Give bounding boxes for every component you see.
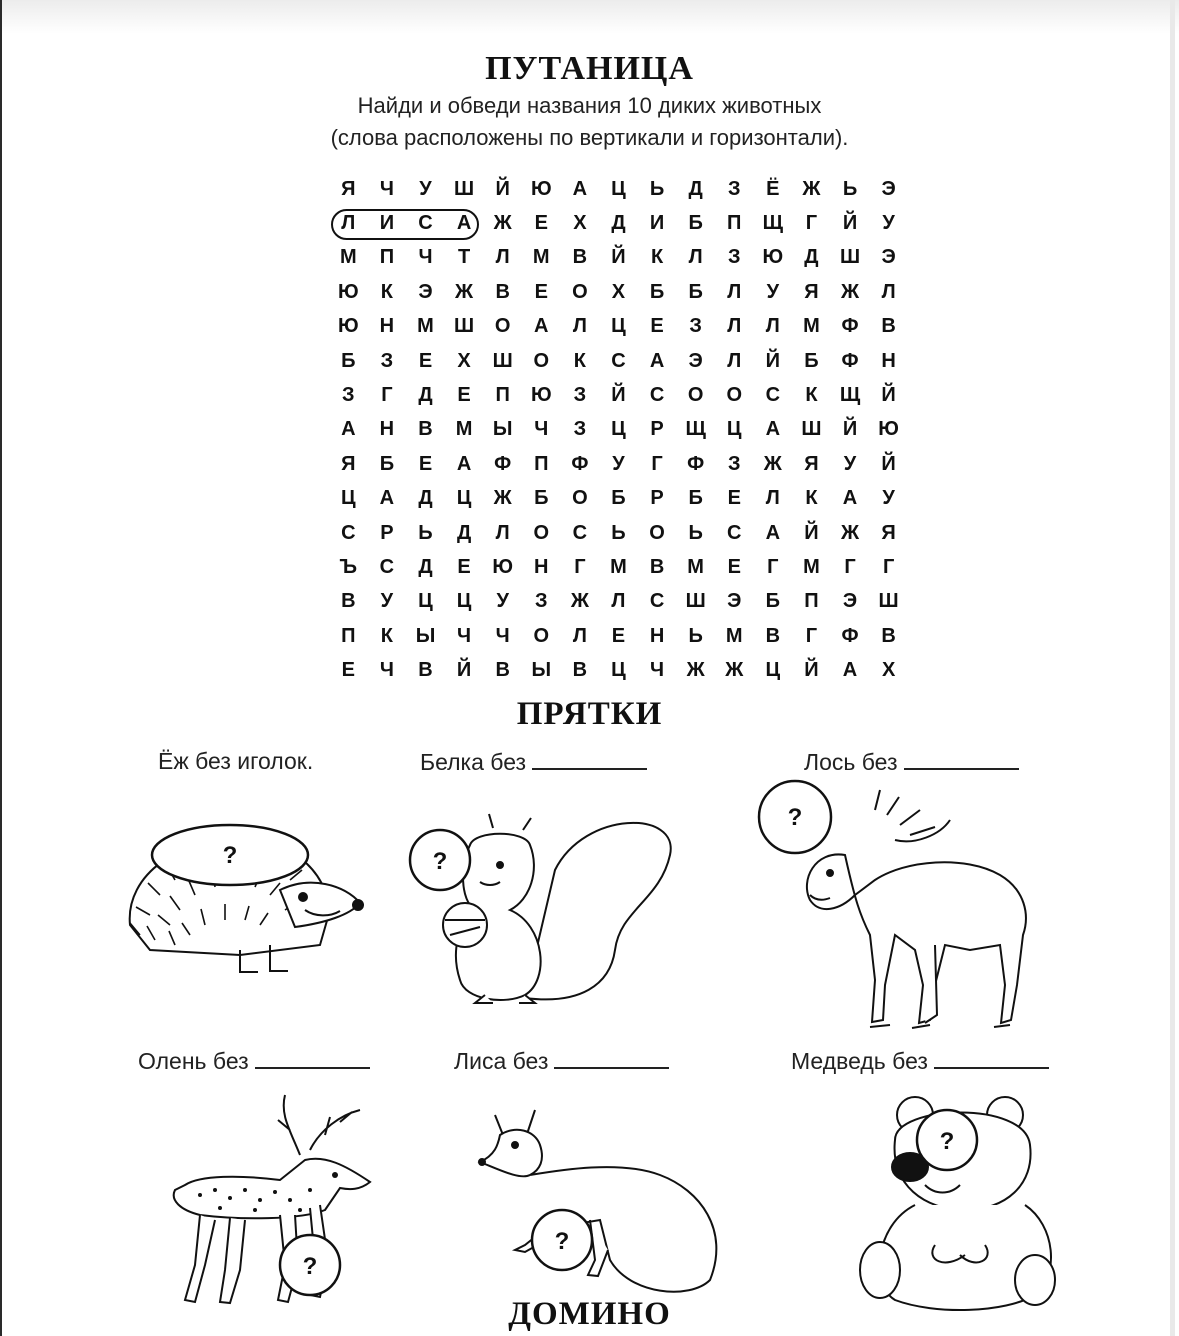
grid-letter[interactable]: Ф — [841, 315, 859, 338]
grid-letter[interactable]: Д — [456, 521, 472, 544]
grid-letter[interactable]: В — [418, 659, 433, 682]
puzzle-title: ПУТАНИЦА — [485, 50, 694, 87]
grid-letter[interactable]: Ч — [418, 246, 433, 269]
grid-letter[interactable]: Щ — [839, 384, 861, 407]
grid-letter[interactable]: Д — [418, 555, 433, 578]
puzzle-instruction-2: (слова расположены по вертикали и горизонтали). — [330, 125, 849, 150]
grid-letter[interactable]: Е — [457, 384, 471, 407]
grid-letter[interactable]: А — [649, 349, 665, 372]
grid-letter[interactable]: О — [649, 521, 665, 544]
grid-letter[interactable]: Б — [341, 349, 356, 372]
grid-letter[interactable]: Е — [650, 315, 664, 338]
answer-blank[interactable] — [904, 748, 1019, 770]
grid-letter[interactable]: А — [842, 659, 858, 682]
grid-letter[interactable]: И — [379, 212, 395, 235]
grid-letter[interactable]: М — [610, 555, 627, 578]
answer-blank[interactable] — [934, 1047, 1049, 1069]
circled-word-lisa — [331, 209, 479, 240]
grid-letter[interactable]: Р — [650, 418, 664, 441]
grid-letter[interactable]: Ж — [570, 590, 589, 613]
grid-letter[interactable]: С — [341, 521, 356, 544]
question-mark: ? — [302, 1253, 318, 1280]
grid-letter[interactable]: Б — [688, 280, 703, 303]
grid-letter[interactable]: П — [804, 590, 819, 613]
grid-letter[interactable]: А — [341, 418, 356, 441]
grid-letter[interactable]: Л — [495, 246, 510, 269]
grid-letter[interactable]: В — [649, 555, 665, 578]
grid-letter[interactable]: Н — [649, 624, 665, 647]
grid-letter[interactable]: Ц — [726, 418, 742, 441]
grid-letter[interactable]: Ч — [650, 659, 665, 682]
grid-letter[interactable]: С — [649, 384, 665, 407]
grid-letter[interactable]: Л — [495, 521, 510, 544]
grid-letter[interactable]: Ф — [571, 452, 589, 475]
grid-letter[interactable]: З — [727, 177, 741, 200]
grid-letter[interactable]: Д — [688, 177, 703, 200]
grid-letter[interactable]: Ф — [687, 452, 705, 475]
grid-letter[interactable]: У — [419, 177, 432, 200]
question-mark: ? — [554, 1228, 570, 1255]
grid-letter[interactable]: У — [380, 590, 394, 613]
bear-illustration — [855, 1085, 1065, 1310]
grid-letter[interactable]: К — [380, 280, 393, 303]
grid-letter[interactable]: Л — [572, 315, 587, 338]
grid-letter[interactable]: Ю — [492, 555, 513, 578]
grid-letter[interactable]: Й — [804, 521, 819, 544]
grid-letter[interactable]: М — [803, 315, 820, 338]
right-edge — [1170, 0, 1175, 1336]
grid-letter[interactable]: Ч — [534, 418, 549, 441]
grid-letter[interactable]: О — [572, 487, 588, 510]
grid-letter[interactable]: В — [572, 659, 588, 682]
grid-letter[interactable]: Э — [881, 177, 896, 200]
grid-letter[interactable]: Ц — [456, 487, 472, 510]
grid-letter[interactable]: З — [342, 384, 355, 407]
grid-letter[interactable]: Х — [881, 659, 896, 682]
grid-letter[interactable]: В — [765, 624, 781, 647]
grid-letter[interactable]: Я — [804, 280, 819, 303]
grid-letter[interactable]: Я — [804, 452, 819, 475]
grid-letter[interactable]: М — [339, 246, 357, 269]
grid-letter[interactable]: С — [418, 212, 433, 235]
grid-letter[interactable]: Д — [418, 487, 433, 510]
grid-letter[interactable]: Ё — [766, 177, 780, 200]
grid-letter[interactable]: В — [418, 418, 433, 441]
answer-blank[interactable] — [255, 1047, 370, 1069]
top-shade — [0, 0, 1179, 34]
grid-letter[interactable]: В — [881, 315, 896, 338]
grid-letter[interactable]: Ш — [492, 349, 513, 372]
grid-letter[interactable]: Й — [842, 418, 858, 441]
grid-letter[interactable]: Ю — [337, 315, 359, 338]
grid-letter[interactable]: Ы — [531, 659, 552, 682]
grid-letter[interactable]: Й — [765, 349, 781, 372]
grid-letter[interactable]: Ф — [841, 624, 859, 647]
answer-blank[interactable] — [554, 1047, 669, 1069]
grid-letter[interactable]: С — [765, 384, 781, 407]
grid-letter[interactable]: Л — [765, 487, 780, 510]
grid-letter[interactable]: Л — [881, 280, 896, 303]
grid-letter[interactable]: А — [842, 487, 858, 510]
grid-letter[interactable]: У — [882, 487, 895, 510]
grid-letter[interactable]: С — [379, 555, 395, 578]
grid-letter[interactable]: Щ — [762, 212, 784, 235]
grid-letter[interactable]: Й — [842, 212, 858, 235]
grid-letter[interactable]: Ч — [495, 624, 510, 647]
grid-letter[interactable]: Е — [727, 555, 741, 578]
question-mark: ? — [432, 848, 448, 875]
grid-letter[interactable]: Л — [688, 246, 703, 269]
grid-letter[interactable]: Е — [341, 659, 355, 682]
grid-letter[interactable]: А — [534, 315, 549, 338]
grid-letter[interactable]: Ю — [530, 177, 552, 200]
grid-letter[interactable]: Б — [765, 590, 781, 613]
grid-letter[interactable]: У — [612, 452, 625, 475]
grid-letter[interactable]: Ш — [839, 246, 861, 269]
grid-letter[interactable]: Ц — [418, 590, 433, 613]
grid-letter[interactable]: В — [572, 246, 588, 269]
grid-letter[interactable]: О — [533, 521, 550, 544]
grid-letter[interactable]: Я — [341, 177, 356, 200]
grid-letter[interactable]: Ы — [415, 624, 436, 647]
grid-letter[interactable]: Й — [881, 384, 896, 407]
grid-letter[interactable]: Б — [379, 452, 395, 475]
grid-letter[interactable]: Е — [727, 487, 741, 510]
grid-letter[interactable]: У — [496, 590, 509, 613]
grid-letter[interactable]: Ф — [841, 349, 859, 372]
grid-letter[interactable]: П — [379, 246, 395, 269]
caption-hedgehog: Ёж без иголок. — [158, 748, 314, 774]
grid-letter[interactable]: Й — [611, 384, 626, 407]
question-mark: ? — [787, 804, 803, 831]
grid-letter[interactable]: С — [649, 590, 665, 613]
grid-letter[interactable]: Л — [765, 315, 780, 338]
grid-letter[interactable]: Э — [727, 590, 742, 613]
grid-letter[interactable]: Ь — [842, 177, 858, 200]
caption-moose: Лось без — [804, 748, 1019, 776]
grid-letter[interactable]: Д — [611, 212, 626, 235]
grid-letter[interactable]: У — [766, 280, 780, 303]
caption-bear: Медведь без — [791, 1047, 1049, 1075]
grid-letter[interactable]: Т — [457, 246, 471, 269]
grid-letter[interactable]: Ц — [765, 659, 781, 682]
caption-fox: Лиса без — [454, 1047, 669, 1075]
answer-blank[interactable] — [532, 748, 647, 770]
grid-letter[interactable]: Ш — [454, 177, 475, 200]
deer-illustration — [160, 1090, 390, 1310]
grid-letter[interactable]: З — [727, 246, 741, 269]
grid-letter[interactable]: З — [689, 315, 702, 338]
grid-letter[interactable]: Э — [418, 280, 433, 303]
grid-letter[interactable]: М — [803, 555, 820, 578]
grid-letter[interactable]: Ю — [762, 246, 784, 269]
grid-letter[interactable]: Ж — [840, 521, 860, 544]
grid-letter[interactable]: З — [380, 349, 394, 372]
grid-letter[interactable]: Л — [341, 212, 356, 235]
grid-letter[interactable]: Б — [611, 487, 626, 510]
grid-letter[interactable]: Б — [804, 349, 819, 372]
grid-letter[interactable]: К — [650, 246, 664, 269]
caption-deer: Олень без — [138, 1047, 370, 1075]
grid-letter[interactable]: Ш — [801, 418, 822, 441]
grid-letter[interactable]: О — [572, 280, 588, 303]
puzzle-instruction-1: Найди и обведи названия 10 диких животных — [357, 93, 822, 118]
grid-letter[interactable]: Л — [611, 590, 626, 613]
grid-letter[interactable]: Г — [651, 452, 663, 475]
grid-letter[interactable]: Ц — [611, 177, 626, 200]
grid-letter[interactable]: Ъ — [339, 555, 357, 578]
grid-letter[interactable]: Г — [574, 555, 586, 578]
grid-letter[interactable]: С — [611, 349, 626, 372]
grid-letter[interactable]: Ж — [763, 452, 782, 475]
grid-letter[interactable]: Ч — [379, 177, 394, 200]
grid-letter[interactable]: Л — [572, 624, 587, 647]
grid-letter[interactable]: А — [572, 177, 588, 200]
grid-letter[interactable]: Ж — [840, 280, 860, 303]
grid-letter[interactable]: П — [727, 212, 742, 235]
grid-letter[interactable]: Ц — [456, 590, 472, 613]
grid-letter[interactable]: А — [379, 487, 395, 510]
grid-letter[interactable]: К — [805, 384, 818, 407]
grid-letter[interactable]: О — [687, 384, 704, 407]
grid-letter[interactable]: Ь — [649, 177, 665, 200]
grid-letter[interactable]: В — [495, 659, 510, 682]
letter-grid[interactable] — [329, 172, 908, 688]
squirrel-illustration — [405, 810, 685, 1010]
grid-letter[interactable]: Я — [881, 521, 896, 544]
grid-letter[interactable]: З — [535, 590, 548, 613]
grid-letter[interactable]: М — [532, 246, 550, 269]
grid-letter[interactable]: О — [726, 384, 743, 407]
grid-letter[interactable]: Е — [418, 349, 433, 372]
grid-letter[interactable]: Д — [418, 384, 433, 407]
grid-letter[interactable]: Ь — [611, 521, 626, 544]
grid-letter[interactable]: Х — [611, 280, 626, 303]
grid-letter[interactable]: Г — [381, 384, 393, 407]
grid-letter[interactable]: А — [456, 212, 472, 235]
grid-letter[interactable]: С — [727, 521, 742, 544]
grid-letter[interactable]: П — [534, 452, 549, 475]
grid-letter[interactable]: Н — [379, 315, 395, 338]
grid-letter[interactable]: Б — [649, 280, 665, 303]
grid-letter[interactable]: Б — [534, 487, 549, 510]
grid-letter[interactable]: Э — [842, 590, 858, 613]
grid-letter[interactable]: Й — [611, 246, 626, 269]
grid-letter[interactable]: Я — [341, 452, 356, 475]
grid-letter[interactable]: Н — [881, 349, 896, 372]
grid-letter[interactable]: М — [687, 555, 704, 578]
grid-letter[interactable]: Ь — [688, 624, 703, 647]
grid-letter[interactable]: Й — [495, 177, 510, 200]
grid-letter[interactable]: М — [725, 624, 743, 647]
left-edge — [0, 0, 2, 1336]
grid-letter[interactable]: Е — [534, 280, 548, 303]
grid-letter[interactable]: Ч — [457, 624, 472, 647]
grid-letter[interactable]: Э — [881, 246, 896, 269]
grid-letter[interactable]: З — [573, 384, 587, 407]
grid-letter[interactable]: Ю — [337, 280, 359, 303]
grid-letter[interactable]: П — [495, 384, 510, 407]
grid-letter[interactable]: Е — [534, 212, 548, 235]
grid-letter[interactable]: Ж — [455, 280, 474, 303]
grid-letter[interactable]: В — [495, 280, 510, 303]
grid-letter[interactable]: Ж — [493, 212, 512, 235]
grid-letter[interactable]: У — [843, 452, 857, 475]
grid-letter[interactable]: Г — [805, 212, 818, 235]
grid-letter[interactable]: М — [455, 418, 473, 441]
grid-letter[interactable]: О — [494, 315, 511, 338]
grid-letter[interactable]: Г — [844, 555, 856, 578]
grid-letter[interactable]: Ю — [878, 418, 899, 441]
grid-letter[interactable]: Е — [457, 555, 471, 578]
grid-letter[interactable]: Э — [688, 349, 703, 372]
grid-letter[interactable]: Ш — [685, 590, 706, 613]
grid-letter[interactable]: Г — [805, 624, 818, 647]
grid-letter[interactable]: Ж — [802, 177, 821, 200]
caption-squirrel: Белка без — [420, 748, 647, 776]
grid-letter[interactable]: Р — [380, 521, 394, 544]
grid-letter[interactable]: О — [533, 624, 550, 647]
grid-letter[interactable]: Л — [727, 280, 742, 303]
grid-letter[interactable]: Ы — [492, 418, 513, 441]
question-mark: ? — [939, 1128, 955, 1155]
grid-letter[interactable]: Ц — [611, 315, 626, 338]
hedgehog-illustration — [120, 815, 370, 980]
grid-letter[interactable]: Ш — [454, 315, 475, 338]
fox-illustration — [470, 1100, 730, 1300]
grid-letter[interactable]: Е — [418, 452, 433, 475]
grid-letter[interactable]: Ц — [340, 487, 356, 510]
grid-letter[interactable]: Ц — [611, 418, 626, 441]
grid-letter[interactable]: А — [765, 521, 781, 544]
question-mark: ? — [222, 842, 238, 869]
grid-letter[interactable]: Ц — [611, 659, 626, 682]
grid-letter[interactable]: К — [380, 624, 393, 647]
grid-letter[interactable]: Л — [727, 349, 742, 372]
grid-letter[interactable]: К — [805, 487, 818, 510]
grid-letter[interactable]: Х — [457, 349, 471, 372]
grid-letter[interactable]: И — [649, 212, 665, 235]
grid-letter[interactable]: Ш — [878, 590, 899, 613]
grid-letter[interactable]: Й — [804, 659, 819, 682]
grid-letter[interactable]: О — [533, 349, 550, 372]
grid-letter[interactable]: П — [341, 624, 356, 647]
grid-letter[interactable]: К — [573, 349, 586, 372]
grid-letter[interactable]: Б — [688, 487, 703, 510]
grid-letter[interactable]: Ж — [725, 659, 744, 682]
grid-letter[interactable]: Ч — [379, 659, 394, 682]
grid-letter[interactable]: Н — [534, 555, 549, 578]
moose-illustration — [755, 785, 1055, 1040]
grid-letter[interactable]: В — [881, 624, 896, 647]
hide-title: ПРЯТКИ — [516, 696, 663, 732]
grid-letter[interactable]: З — [727, 452, 741, 475]
grid-letter[interactable]: С — [572, 521, 588, 544]
grid-letter[interactable]: Н — [379, 418, 395, 441]
grid-letter[interactable]: Й — [456, 659, 472, 682]
grid-letter[interactable]: Щ — [685, 418, 706, 441]
grid-letter[interactable]: Ф — [494, 452, 512, 475]
grid-letter[interactable]: Ж — [493, 487, 512, 510]
grid-letter[interactable]: Л — [727, 315, 742, 338]
grid-letter[interactable]: А — [456, 452, 472, 475]
grid-letter[interactable]: Й — [881, 452, 896, 475]
grid-letter[interactable]: Ю — [530, 384, 552, 407]
grid-letter[interactable]: Б — [688, 212, 703, 235]
grid-letter[interactable]: Х — [573, 212, 587, 235]
grid-letter[interactable]: Д — [804, 246, 819, 269]
grid-letter[interactable]: Е — [611, 624, 626, 647]
grid-letter[interactable]: З — [573, 418, 587, 441]
grid-letter[interactable]: Г — [767, 555, 779, 578]
grid-letter[interactable]: У — [882, 212, 895, 235]
domino-title: ДОМИНО — [508, 1296, 671, 1332]
grid-letter[interactable]: Ь — [688, 521, 703, 544]
grid-letter[interactable]: М — [417, 315, 434, 338]
grid-letter[interactable]: А — [765, 418, 781, 441]
grid-letter[interactable]: Г — [882, 555, 895, 578]
grid-letter[interactable]: В — [341, 590, 356, 613]
grid-letter[interactable]: Ж — [686, 659, 705, 682]
grid-letter[interactable]: Р — [650, 487, 664, 510]
grid-letter[interactable]: Ь — [418, 521, 433, 544]
